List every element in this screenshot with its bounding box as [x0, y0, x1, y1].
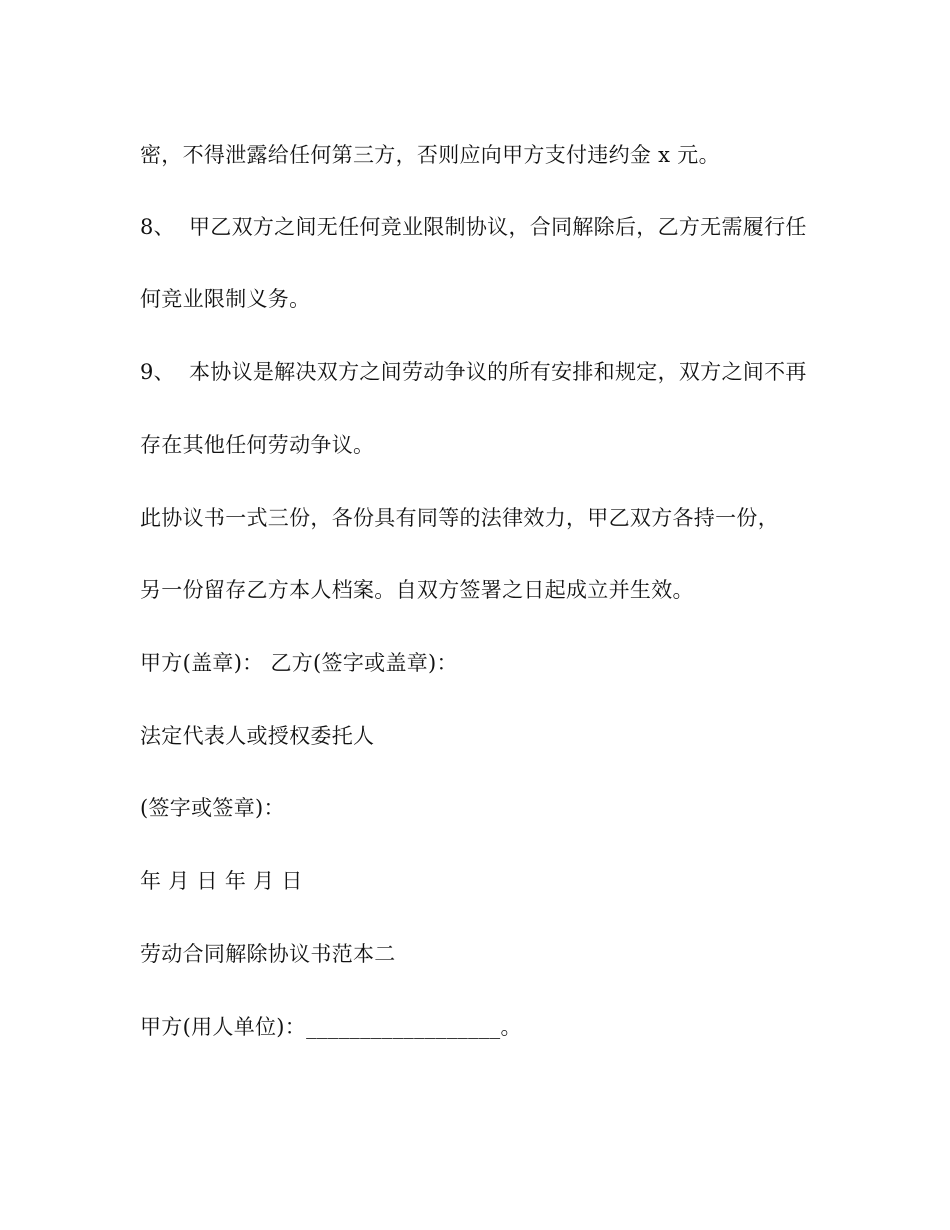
clause-number: 8、 — [140, 215, 175, 239]
text-line: 存在其他任何劳动争议。 — [140, 433, 375, 457]
text-line: 密，不得泄露给任何第三方，否则应向甲方支付违约金 x 元。 — [140, 143, 720, 167]
text-line: 此协议书一式三份，各份具有同等的法律效力，甲乙双方各持一份， — [140, 506, 779, 530]
date-line: 年 月 日 年 月 日 — [140, 869, 303, 893]
section-title: 劳动合同解除协议书范本二 — [140, 942, 396, 966]
clause-8 — [140, 212, 807, 242]
clause-9 — [140, 357, 807, 387]
text-line: 何竞业限制义务。 — [140, 287, 311, 311]
party-a-field: 甲方(用人单位)：__________________。 — [140, 1015, 522, 1039]
signature-note: (签字或签章)： — [140, 796, 285, 820]
text-line: 另一份留存乙方本人档案。自双方签署之日起成立并生效。 — [140, 578, 694, 602]
clause-text: 本协议是解决双方之间劳动争议的所有安排和规定，双方之间不再 — [188, 360, 807, 384]
clause-number: 9、 — [140, 360, 175, 384]
clause-text: 甲乙双方之间无任何竞业限制协议，合同解除后，乙方无需履行任 — [188, 215, 807, 239]
legal-representative: 法定代表人或授权委托人 — [140, 724, 375, 748]
signature-parties: 甲方(盖章)： 乙方(签字或盖章)： — [140, 651, 458, 675]
